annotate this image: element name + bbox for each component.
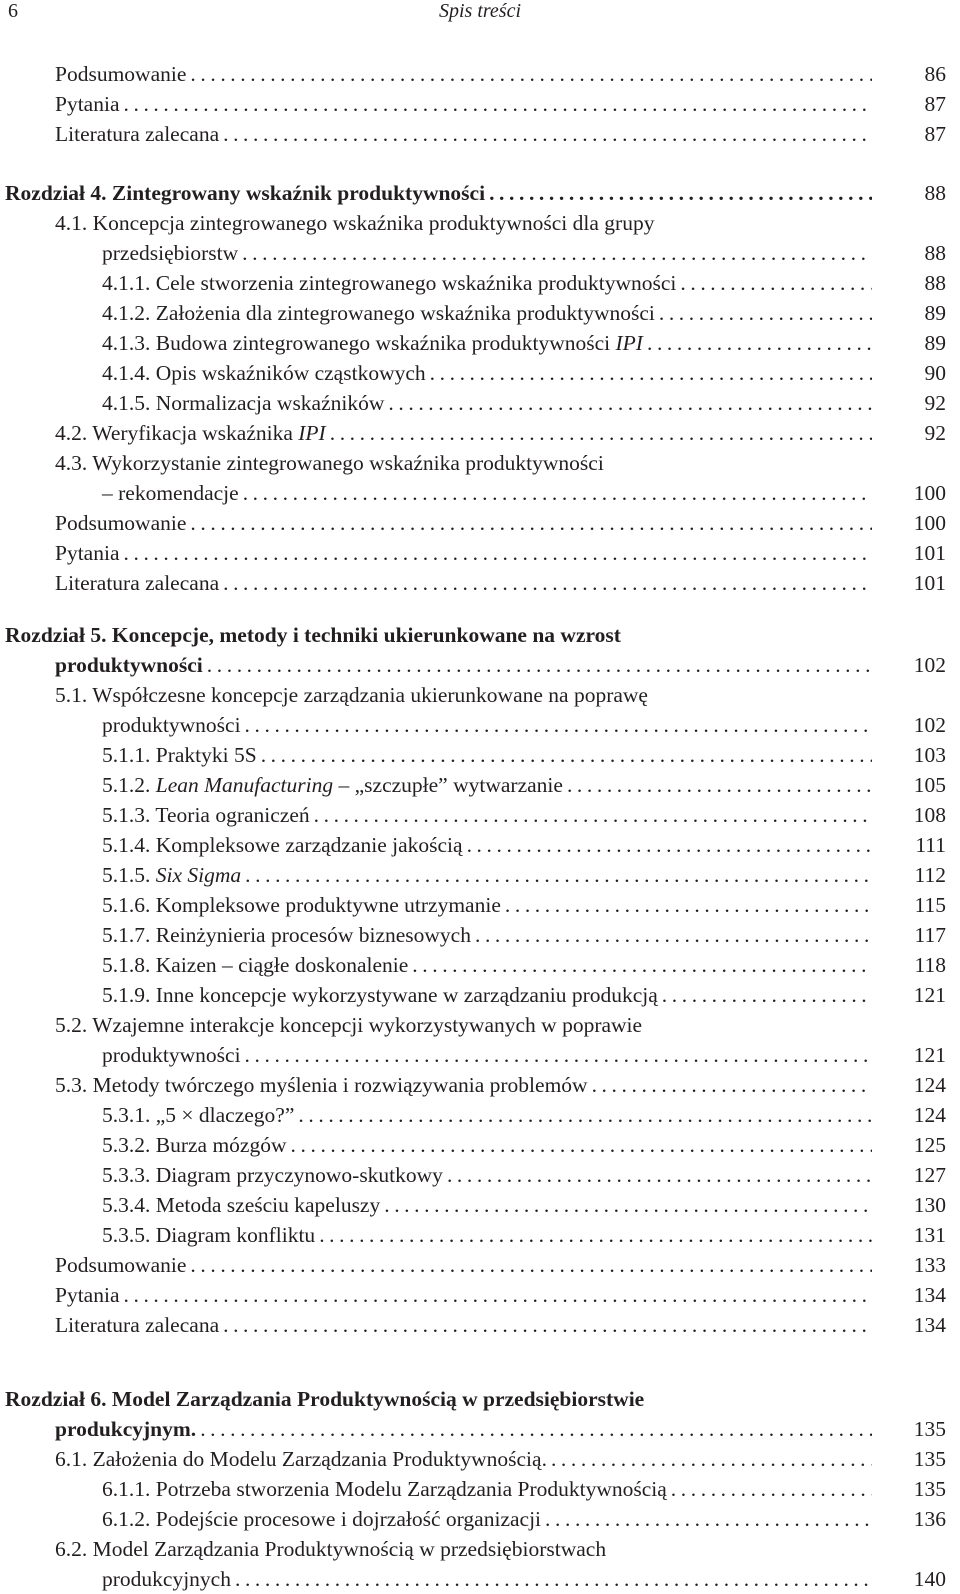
dot-leader xyxy=(190,59,872,89)
dot-leader xyxy=(243,478,872,508)
toc-entry-5-2[interactable]: 5.2. Wzajemne interakcje koncepcji wykorzystywanych w poprawie xyxy=(55,1013,643,1037)
toc-page-number: 108 xyxy=(913,803,946,827)
toc-entry-5-1-7[interactable]: 5.1.7. Reinżynieria procesów biznesowych ..... 117 xyxy=(0,920,960,950)
dot-leader xyxy=(190,1250,872,1280)
toc-page-number: 89 xyxy=(924,301,946,325)
dot-leader xyxy=(430,358,872,388)
dot-leader xyxy=(412,950,872,980)
toc-entry-5-1-1[interactable]: 5.1.1. Praktyki 5S ..... 103 xyxy=(0,740,960,770)
toc-entry-4-1[interactable]: 4.1. Koncepcja zintegrowanego wskaźnika produktywności dla grupy xyxy=(55,211,655,235)
toc-page-number: 102 xyxy=(913,713,946,737)
dot-leader xyxy=(680,268,872,298)
dot-leader xyxy=(298,1100,872,1130)
dot-leader xyxy=(124,89,873,119)
toc-page-number: 135 xyxy=(913,1417,946,1441)
toc-page-number: 124 xyxy=(913,1073,946,1097)
dot-leader xyxy=(467,830,872,860)
toc-entry-literature[interactable]: Literatura zalecana ..... 101 xyxy=(0,568,960,598)
toc-entry-5-1-8[interactable]: 5.1.8. Kaizen – ciągłe doskonalenie ..... 118 xyxy=(0,950,960,980)
toc-entry-5-3-3[interactable]: 5.3.3. Diagram przyczynowo-skutkowy ..... 127 xyxy=(0,1160,960,1190)
toc-entry-questions[interactable]: Pytania ..... 101 xyxy=(0,538,960,568)
toc-chapter-5 xyxy=(0,620,960,1340)
dot-leader xyxy=(505,890,872,920)
dot-leader xyxy=(388,388,872,418)
toc-page-number: 100 xyxy=(913,511,946,535)
dot-leader xyxy=(314,800,872,830)
dot-leader xyxy=(671,1474,872,1504)
toc-page-number: 105 xyxy=(913,773,946,797)
dot-leader xyxy=(124,538,873,568)
toc-entry-5-3-5[interactable]: 5.3.5. Diagram konfliktu ..... 131 xyxy=(0,1220,960,1250)
toc-entry-6-1[interactable]: 6.1. Założenia do Modelu Zarządzania Produktywnością. ..... 135 xyxy=(0,1444,960,1474)
toc-entry[interactable]: Literatura zalecana ..... 87 xyxy=(0,119,960,149)
toc-entry-6-2-cont[interactable]: produkcyjnych ..... 140 xyxy=(0,1564,960,1594)
toc-chapter-heading-cont[interactable]: produkcyjnym. ..... 135 xyxy=(0,1414,960,1444)
page-number: 6 xyxy=(8,0,18,22)
dot-leader xyxy=(242,238,872,268)
toc-page-number: 127 xyxy=(913,1163,946,1187)
toc-page-number: 121 xyxy=(913,1043,946,1067)
toc-entry-4-1-1[interactable]: 4.1.1. Cele stworzenia zintegrowanego wskaźnika produktywności ..... 88 xyxy=(0,268,960,298)
toc-chapter-heading[interactable]: Rozdział 6. Model Zarządzania Produktywnością w przedsiębiorstwie xyxy=(5,1387,645,1411)
toc-entry-5-1-cont[interactable]: produktywności ..... 102 xyxy=(0,710,960,740)
dot-leader xyxy=(447,1160,872,1190)
dot-leader xyxy=(245,1040,872,1070)
toc-entry-4-1-3[interactable]: 4.1.3. Budowa zintegrowanego wskaźnika produktywności IPI ..... 89 xyxy=(0,328,960,358)
toc-entry-5-1-9[interactable]: 5.1.9. Inne koncepcje wykorzystywane w zarządzaniu produkcją ..... 121 xyxy=(0,980,960,1010)
toc-chapter-4 xyxy=(0,178,960,598)
toc-page-number: 124 xyxy=(913,1103,946,1127)
dot-leader xyxy=(223,1310,872,1340)
toc-entry-5-3-4[interactable]: 5.3.4. Metoda sześciu kapeluszy ..... 130 xyxy=(0,1190,960,1220)
toc-entry-literature[interactable]: Literatura zalecana ..... 134 xyxy=(0,1310,960,1340)
toc-entry-summary[interactable]: Podsumowanie ..... 133 xyxy=(0,1250,960,1280)
toc-page-number: 134 xyxy=(913,1283,946,1307)
toc-page-number: 103 xyxy=(913,743,946,767)
toc-page-number: 112 xyxy=(914,863,946,887)
dot-leader xyxy=(319,1220,872,1250)
toc-entry-summary[interactable]: Podsumowanie ..... 100 xyxy=(0,508,960,538)
dot-leader xyxy=(647,328,872,358)
toc-page-number: 111 xyxy=(915,833,946,857)
dot-leader xyxy=(384,1190,872,1220)
toc-chapter-heading[interactable]: Rozdział 5. Koncepcje, metody i techniki ukierunkowane na wzrost xyxy=(5,623,621,647)
dot-leader xyxy=(223,119,872,149)
toc-entry-4-1-cont[interactable]: przedsiębiorstw ..... 88 xyxy=(0,238,960,268)
toc-page-number: 133 xyxy=(913,1253,946,1277)
toc-chapter-heading[interactable]: Rozdział 4. Zintegrowany wskaźnik produktywności ..... 88 xyxy=(0,178,960,208)
toc-entry-5-3-2[interactable]: 5.3.2. Burza mózgów ..... 125 xyxy=(0,1130,960,1160)
dot-leader xyxy=(190,508,872,538)
dot-leader xyxy=(200,1414,872,1444)
dot-leader xyxy=(330,418,872,448)
toc-page-number: 134 xyxy=(913,1313,946,1337)
dot-leader xyxy=(489,178,872,208)
toc-entry-4-1-5[interactable]: 4.1.5. Normalizacja wskaźników ..... 92 xyxy=(0,388,960,418)
toc-entry-5-1-3[interactable]: 5.1.3. Teoria ograniczeń ..... 108 xyxy=(0,800,960,830)
toc-entry-4-2[interactable]: 4.2. Weryfikacja wskaźnika IPI ..... 92 xyxy=(0,418,960,448)
toc-entry-4-1-4[interactable]: 4.1.4. Opis wskaźników cząstkowych ..... 90 xyxy=(0,358,960,388)
dot-leader xyxy=(545,1504,872,1534)
toc-page-number: 86 xyxy=(924,62,946,86)
toc-page-number: 87 xyxy=(924,92,946,116)
dot-leader xyxy=(245,860,872,890)
toc-page-number: 125 xyxy=(913,1133,946,1157)
toc-chapter-6 xyxy=(0,1384,960,1594)
dot-leader xyxy=(235,1564,872,1594)
toc-entry-6-1-1[interactable]: 6.1.1. Potrzeba stworzenia Modelu Zarządzania Produktywnością ..... 135 xyxy=(0,1474,960,1504)
toc-page-number: 88 xyxy=(924,181,946,205)
dot-leader xyxy=(245,710,872,740)
toc-entry-6-2[interactable]: 6.2. Model Zarządzania Produktywnością w przedsiębiorstwach xyxy=(55,1537,607,1561)
toc-entry-questions[interactable]: Pytania ..... 134 xyxy=(0,1280,960,1310)
toc-page-number: 115 xyxy=(914,893,946,917)
toc-page-number: 88 xyxy=(924,271,946,295)
toc-page-number: 121 xyxy=(913,983,946,1007)
running-title: Spis treści xyxy=(438,0,522,22)
toc-chapter-heading-cont[interactable]: produktywności ..... 102 xyxy=(0,650,960,680)
toc-page-number: 102 xyxy=(913,653,946,677)
toc-page-number: 90 xyxy=(924,361,946,385)
toc-page-number: 88 xyxy=(924,241,946,265)
toc-entry-5-3[interactable]: 5.3. Metody twórczego myślenia i rozwiązywania problemów ..... 124 xyxy=(0,1070,960,1100)
toc-block-chapter-3-end xyxy=(0,59,960,149)
dot-leader xyxy=(291,1130,872,1160)
toc-page-number: 101 xyxy=(913,571,946,595)
toc-page-number: 117 xyxy=(914,923,946,947)
toc-entry-5-1-6[interactable]: 5.1.6. Kompleksowe produktywne utrzymanie ..... 115 xyxy=(0,890,960,920)
dot-leader xyxy=(551,1444,872,1474)
toc-page-number: 130 xyxy=(913,1193,946,1217)
toc-page-number: 135 xyxy=(913,1477,946,1501)
dot-leader xyxy=(659,298,872,328)
toc-entry-5-2-cont[interactable]: produktywności ..... 121 xyxy=(0,1040,960,1070)
toc-page-number: 92 xyxy=(924,391,946,415)
toc-entry-5-1-5[interactable]: 5.1.5. Six Sigma ..... 112 xyxy=(0,860,960,890)
toc-entry-4-1-2[interactable]: 4.1.2. Założenia dla zintegrowanego wskaźnika produktywności ..... 89 xyxy=(0,298,960,328)
toc-page-number: 100 xyxy=(913,481,946,505)
dot-leader xyxy=(207,650,872,680)
toc-entry-4-3[interactable]: 4.3. Wykorzystanie zintegrowanego wskaźnika produktywności xyxy=(55,451,604,475)
toc-entry-6-1-2[interactable]: 6.1.2. Podejście procesowe i dojrzałość organizacji ..... 136 xyxy=(0,1504,960,1534)
dot-leader xyxy=(662,980,872,1010)
toc-page-number: 136 xyxy=(913,1507,946,1531)
dot-leader xyxy=(567,770,872,800)
toc-page-number: 101 xyxy=(913,541,946,565)
toc-entry[interactable]: Podsumowanie ..... 86 xyxy=(0,59,960,89)
toc-page-number: 118 xyxy=(914,953,946,977)
toc-entry-5-3-1[interactable]: 5.3.1. „5 × dlaczego?” ..... 124 xyxy=(0,1100,960,1130)
toc-entry-5-1-4[interactable]: 5.1.4. Kompleksowe zarządzanie jakością ..... 111 xyxy=(0,830,960,860)
dot-leader xyxy=(261,740,872,770)
toc-page-number: 140 xyxy=(913,1567,946,1591)
dot-leader xyxy=(124,1280,873,1310)
toc-page-number: 135 xyxy=(913,1447,946,1471)
dot-leader xyxy=(592,1070,872,1100)
toc-page-number: 89 xyxy=(924,331,946,355)
toc-page-number: 92 xyxy=(924,421,946,445)
dot-leader xyxy=(475,920,872,950)
toc-entry-5-1-2[interactable]: 5.1.2. Lean Manufacturing – „szczupłe” wytwarzanie ..... 105 xyxy=(0,770,960,800)
toc-page-number: 131 xyxy=(913,1223,946,1247)
toc-entry[interactable]: Pytania ..... 87 xyxy=(0,89,960,119)
page-header xyxy=(0,0,960,34)
toc-entry-4-3-cont[interactable]: – rekomendacje ..... 100 xyxy=(0,478,960,508)
toc-page-number: 87 xyxy=(924,122,946,146)
toc-entry-5-1[interactable]: 5.1. Współczesne koncepcje zarządzania ukierunkowane na poprawę xyxy=(55,683,648,707)
dot-leader xyxy=(223,568,872,598)
